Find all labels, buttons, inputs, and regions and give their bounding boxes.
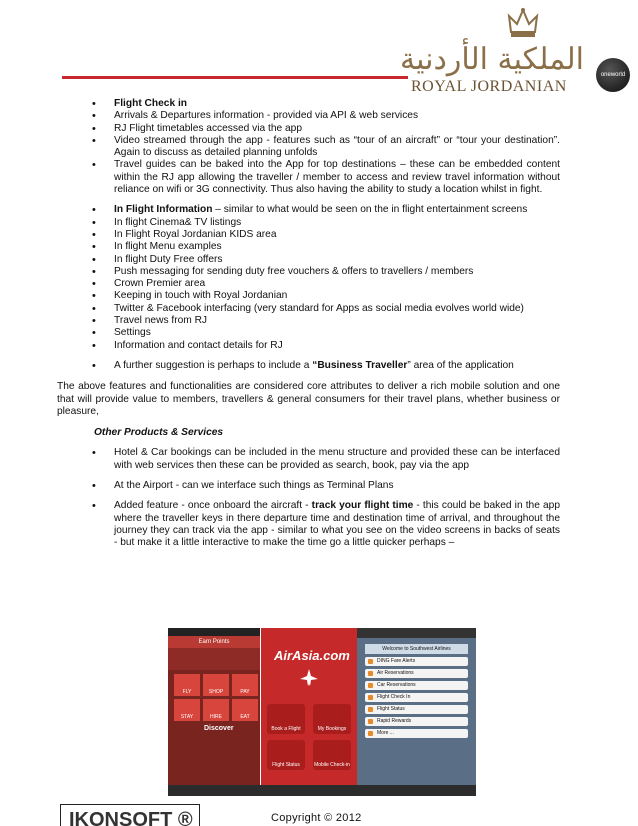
list-item: • In flight Cinema& TV listings	[0, 217, 638, 229]
list-item: • In flight Menu examples	[0, 241, 638, 253]
copyright-text: Copyright © 2012	[271, 812, 362, 824]
app-menu-row: More ...	[365, 729, 468, 738]
list-item: • Information and contact details for RJ	[0, 340, 638, 352]
list-item: • Crown Premier area	[0, 278, 638, 290]
feature-list-checkin	[0, 98, 638, 196]
app-tile: EAT	[232, 699, 258, 721]
app-title: Welcome to Southwest Airlines	[365, 644, 468, 654]
feature-list-inflight	[0, 204, 638, 352]
company-logo: IKONSOFT ®	[60, 804, 200, 826]
list-item: • Video streamed through the app - features such as “tour of an aircraft” or “tour your destination”. Again to discuss as detailed planning unfolds	[0, 135, 638, 160]
app-menu-row: Car Reservations	[365, 681, 468, 690]
list-item: • Twitter & Facebook interfacing (very standard for Apps as social media evolves world wide)	[0, 303, 638, 315]
list-item: • A further suggestion is perhaps to include a “Business Traveller” area of the application	[0, 360, 638, 372]
oneworld-badge: oneworld	[596, 58, 630, 92]
airasia-app-screenshot	[261, 628, 357, 796]
app-tile: STAY	[174, 699, 200, 721]
other-products-list	[0, 447, 638, 549]
app-tab-bar	[168, 785, 476, 796]
app-menu-row: Flight Check In	[365, 693, 468, 702]
document-body	[0, 98, 638, 550]
list-item: • In Flight Information – similar to what would be seen on the in flight entertainment screens	[0, 204, 638, 216]
app-button: Book a Flight	[267, 704, 305, 734]
app-tile: HIRE	[203, 699, 229, 721]
airasia-logo: AirAsia.com	[274, 648, 350, 663]
feature-list-business	[0, 360, 638, 372]
list-item: • At the Airport - can we interface such things as Terminal Plans	[0, 480, 638, 492]
summary-paragraph: The above features and functionalities are considered core attributes to deliver a rich mobile solution and one that will provide value to members, travellers & general consumers for their travel plans, whether business or pleasure,	[57, 381, 560, 417]
list-item: • Hotel & Car bookings can be included in the menu structure and provided these can be interfaced with web services then these can be provided as search, book, pay via the app	[0, 447, 638, 472]
brand-name: ROYAL JORDANIAN	[411, 78, 567, 95]
app-menu-row: Flight Status	[365, 705, 468, 714]
brand-arabic-name: الملكية الأردنية	[400, 42, 584, 77]
plane-icon	[299, 668, 319, 688]
list-item: • Keeping in touch with Royal Jordanian	[0, 290, 638, 302]
list-item: • RJ Flight timetables accessed via the app	[0, 123, 638, 135]
app-tile: PAY	[232, 674, 258, 696]
app-button: Flight Status	[267, 740, 305, 770]
app-tile: SHOP	[203, 674, 229, 696]
list-item: • In flight Duty Free offers	[0, 254, 638, 266]
southwest-app-screenshot	[357, 628, 476, 796]
app-tile: FLY	[174, 674, 200, 696]
discover-label: Discover	[204, 725, 234, 732]
list-item: • Push messaging for sending duty free vouchers & offers to travellers / members	[0, 266, 638, 278]
list-item: • Travel news from RJ	[0, 315, 638, 327]
crown-icon	[505, 6, 541, 40]
list-item: • Added feature - once onboard the aircraft - track your flight time - this could be baked in the app where the traveller keys in there departure time and destination time of arrival, and throughout the journey they can track via the app - similar to what you see on the video screens in backs of seats - but make it a little interactive to make the time go a little quicker perhaps –	[0, 500, 638, 549]
list-item: • Arrivals & Departures information - provided via API & web services	[0, 110, 638, 122]
app-menu-row: DING Fare Alerts	[365, 657, 468, 666]
app-button: My Bookings	[313, 704, 351, 734]
list-item: • Flight Check in	[0, 98, 638, 110]
header-red-rule	[62, 76, 408, 79]
earn-points-app-screenshot: Earn Points FLY SHOP PAY STAY HIRE EAT Discover	[168, 628, 260, 796]
list-item: • Settings	[0, 327, 638, 339]
app-button: Mobile Check-in	[313, 740, 351, 770]
list-item: • Travel guides can be baked into the App for top destinations – these can be embedded content within the RJ app allowing the traveller / member to access and review travel information without reliance on wifi or 3G connectivity. Thus also having the ability to study a location whilst in fight.	[0, 159, 638, 196]
other-products-heading: Other Products & Services	[94, 427, 224, 439]
app-menu-row: Rapid Rewards	[365, 717, 468, 726]
app-menu-row: Air Reservations	[365, 669, 468, 678]
list-item: • In Flight Royal Jordanian KIDS area	[0, 229, 638, 241]
